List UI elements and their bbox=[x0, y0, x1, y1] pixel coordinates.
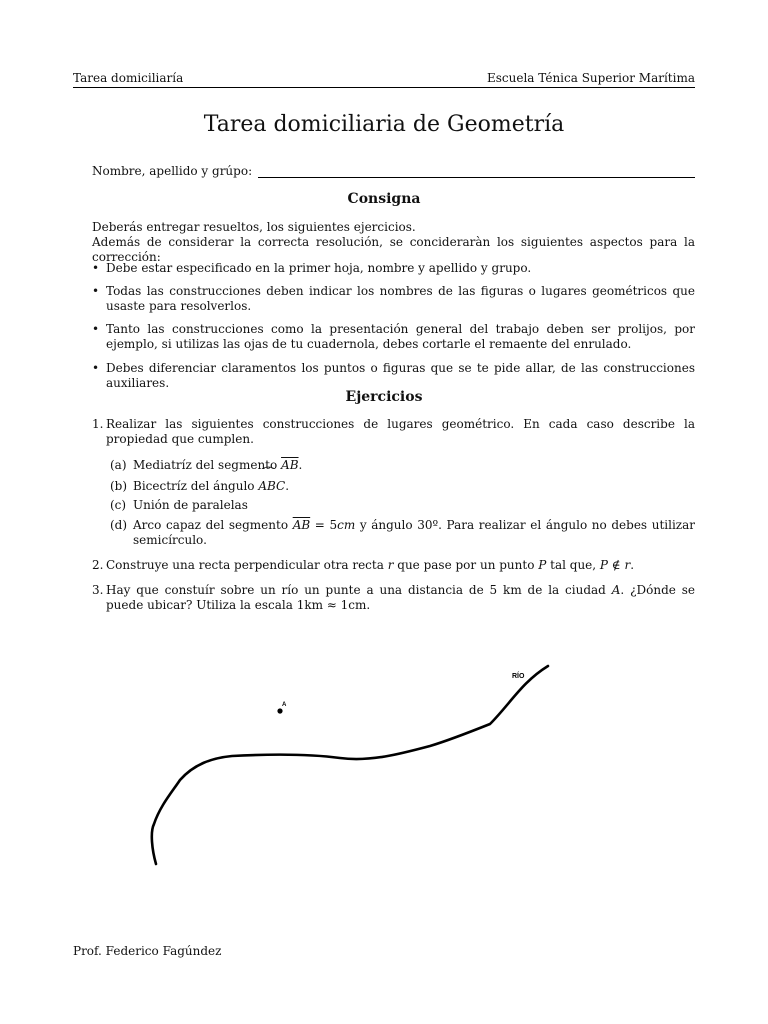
subitem-text-pre: Bicectríz del ángulo bbox=[133, 479, 259, 493]
city-a-label: A bbox=[282, 702, 287, 708]
subitem-label: (d) bbox=[110, 518, 128, 532]
subitem-a bbox=[110, 458, 695, 473]
footer-author: Prof. Federico Fagúndez bbox=[73, 944, 222, 958]
bullet-text: Tanto las construcciones como la presentación general del trabajo deben ser prolijos, por ejemplo, si utilizas las ojas de tu cuadernola, debes cortarle el remaente del enrulado. bbox=[106, 322, 695, 351]
name-label: Nombre, apellido y grúpo: bbox=[92, 164, 253, 178]
subitem-text-pre: Arco capaz del segmento bbox=[133, 518, 293, 532]
river-label: RÍO bbox=[512, 673, 525, 680]
var-r: r bbox=[387, 558, 394, 572]
exercise-text-post: tal que, bbox=[546, 558, 600, 572]
bullet-marker: • bbox=[92, 284, 100, 298]
header-rule bbox=[73, 87, 695, 88]
subitem-text: Unión de paralelas bbox=[133, 498, 248, 512]
subitem-text-post: y ángulo 30º. Para realizar el ángulo no debes utilizar semicírculo. bbox=[133, 518, 695, 547]
city-a-point bbox=[277, 708, 282, 713]
bullet-item bbox=[92, 322, 695, 352]
subitem-text bbox=[133, 518, 695, 548]
var-a: A bbox=[611, 583, 621, 597]
document-title: Tarea domiciliaria de Geometría bbox=[203, 112, 565, 137]
exercise-text bbox=[106, 583, 695, 613]
bullet-text: Todas las construcciones deben indicar los nombres de las figuras o lugares geométricos que usaste para resolverlos. bbox=[106, 284, 695, 313]
subitem-text bbox=[133, 479, 695, 494]
subitem-text-post: . bbox=[285, 479, 290, 493]
subitem-d bbox=[110, 518, 695, 548]
subitem-c bbox=[110, 498, 695, 513]
bullet-text: Debes diferenciar claramentos los puntos o figuras que se te pide allar, de las construcciones auxiliares. bbox=[106, 361, 695, 390]
unit-cm: cm bbox=[337, 518, 356, 532]
subitem-label: (c) bbox=[110, 498, 127, 512]
subitem-text-pre: Mediatríz del segmento bbox=[133, 458, 282, 472]
exercise-text bbox=[106, 558, 695, 573]
subitem-b bbox=[110, 479, 695, 494]
exercise-text-pre: Construye una recta perpendicular otra recta bbox=[106, 558, 388, 572]
exercise-number: 3. bbox=[92, 583, 104, 597]
consigna-intro-2: Además de considerar la correcta resolución, se concideraràn los siguientes aspectos para la corrección: bbox=[92, 235, 695, 264]
subitem-label: (b) bbox=[110, 479, 128, 493]
exercise-number: 2. bbox=[92, 558, 104, 572]
name-blank-line bbox=[258, 167, 695, 178]
exercise-text-end: . bbox=[630, 558, 635, 572]
name-field bbox=[92, 164, 695, 178]
river-map-figure bbox=[150, 620, 610, 880]
bullet-item bbox=[92, 361, 695, 391]
exercise-2 bbox=[92, 558, 695, 573]
section-heading-consigna: Consigna bbox=[347, 191, 421, 207]
exercise-1 bbox=[92, 417, 695, 447]
subitem-label: (a) bbox=[110, 458, 127, 472]
header-left: Tarea domiciliaría bbox=[73, 71, 184, 85]
section-heading-ejercicios: Ejercicios bbox=[345, 389, 423, 405]
bullet-item bbox=[92, 261, 695, 276]
subitem-text bbox=[133, 458, 695, 473]
subitem-text-post: . bbox=[298, 458, 303, 472]
exercise-text-mid: que pase por un punto bbox=[393, 558, 539, 572]
bullet-text: Debe estar especificado en la primer hoja, nombre y apellido y grupo. bbox=[106, 261, 532, 275]
exercise-3 bbox=[92, 583, 695, 613]
header-right: Escuela Ténica Superior Marítima bbox=[487, 71, 695, 85]
exercise-text-pre: Hay que constuír sobre un río un punte a una distancia de 5 km de la ciudad bbox=[106, 583, 612, 597]
exercise-number: 1. bbox=[92, 417, 104, 431]
segment-ab: $\overline{AB}$ bbox=[281, 458, 299, 472]
angle-abc: ⌒ ABC bbox=[258, 479, 285, 493]
exercise-text: Realizar las siguientes construcciones de lugares geométrico. En cada caso describe la propiedad que cumplen. bbox=[106, 417, 695, 446]
consigna-intro-1: Deberás entregar resueltos, los siguientes ejercicios. bbox=[92, 220, 416, 234]
condition-p-not-in-r: P ∉ r bbox=[599, 558, 631, 572]
exercise-text-post: . ¿Dónde se puede ubicar? Utiliza la escala 1km ≈ 1cm. bbox=[106, 583, 695, 612]
var-p: P bbox=[538, 558, 547, 572]
bullet-marker: • bbox=[92, 261, 100, 275]
bullet-marker: • bbox=[92, 322, 100, 336]
river-curve bbox=[152, 666, 548, 864]
subitem-text-mid: = 5 bbox=[310, 518, 338, 532]
bullet-item bbox=[92, 284, 695, 314]
bullet-marker: • bbox=[92, 361, 100, 375]
segment-ab: $\overline{AB}$ bbox=[292, 518, 311, 532]
